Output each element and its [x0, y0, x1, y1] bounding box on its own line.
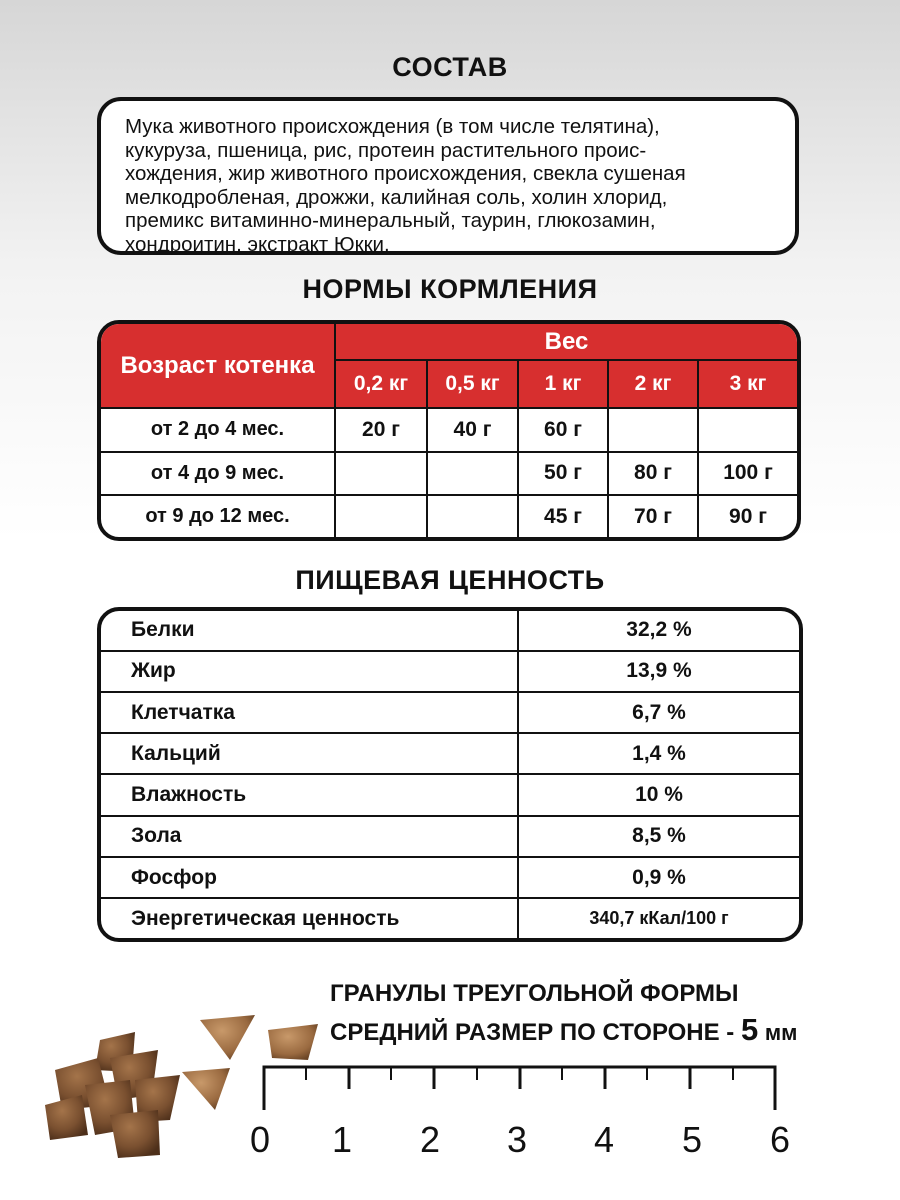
portion-cell: 45 г [518, 495, 608, 537]
nutrient-name: Жир [101, 651, 518, 692]
nutrition-row [101, 692, 799, 733]
nutrition-row [101, 857, 799, 898]
nutrient-name: Кальций [101, 733, 518, 774]
ruler-label: 0 [249, 1119, 271, 1160]
weight-col: 2 кг [608, 360, 698, 408]
nutrient-name: Клетчатка [101, 692, 518, 733]
portion-cell [427, 495, 518, 537]
weight-col: 0,5 кг [427, 360, 518, 408]
nutrition-row [101, 611, 799, 651]
portion-cell [335, 495, 427, 537]
age-header: Возраст котенка [101, 324, 335, 408]
nutrient-value: 0,9 % [518, 857, 799, 898]
feeding-row [101, 495, 797, 537]
age-cell: от 9 до 12 мес. [101, 495, 335, 537]
nutrition-row [101, 816, 799, 857]
nutrient-name: Энергетическая ценность [101, 898, 518, 938]
portion-cell: 80 г [608, 452, 698, 496]
ruler-label: 4 [593, 1119, 615, 1160]
portion-cell [608, 408, 698, 452]
composition-heading: СОСТАВ [392, 52, 508, 82]
nutrient-value: 340,7 кКал/100 г [518, 898, 799, 938]
feeding-heading: НОРМЫ КОРМЛЕНИЯ [302, 274, 598, 304]
portion-cell: 50 г [518, 452, 608, 496]
nutrient-name: Зола [101, 816, 518, 857]
portion-cell [698, 408, 797, 452]
nutrient-name: Белки [101, 611, 518, 651]
nutrient-name: Влажность [101, 774, 518, 815]
ruler-label: 3 [506, 1119, 528, 1160]
nutrition-table [97, 607, 803, 942]
ruler-label: 1 [331, 1119, 353, 1160]
nutrient-value: 6,7 % [518, 692, 799, 733]
nutrition-row [101, 774, 799, 815]
portion-cell [335, 452, 427, 496]
portion-cell: 70 г [608, 495, 698, 537]
nutrient-value: 32,2 % [518, 611, 799, 651]
nutrition-row [101, 733, 799, 774]
portion-cell: 90 г [698, 495, 797, 537]
weight-col: 3 кг [698, 360, 797, 408]
nutrient-value: 8,5 % [518, 816, 799, 857]
portion-cell [427, 452, 518, 496]
granules-title: ГРАНУЛЫ ТРЕУГОЛЬНОЙ ФОРМЫ [330, 980, 739, 1007]
portion-cell: 60 г [518, 408, 608, 452]
nutrition-row [101, 651, 799, 692]
ruler-label: 2 [419, 1119, 441, 1160]
feeding-row [101, 408, 797, 452]
ruler [230, 1055, 810, 1165]
feeding-row [101, 452, 797, 496]
nutrient-value: 10 % [518, 774, 799, 815]
age-cell: от 2 до 4 мес. [101, 408, 335, 452]
weight-col: 1 кг [518, 360, 608, 408]
granules-subtitle: СРЕДНИЙ РАЗМЕР ПО СТОРОНЕ - 5 мм [330, 1012, 798, 1047]
composition-box [97, 97, 799, 255]
nutrient-value: 1,4 % [518, 733, 799, 774]
granule-size-value: 5 [740, 1012, 759, 1047]
portion-cell: 40 г [427, 408, 518, 452]
portion-cell: 20 г [335, 408, 427, 452]
nutrient-name: Фосфор [101, 857, 518, 898]
portion-cell: 100 г [698, 452, 797, 496]
ruler-label: 5 [681, 1119, 703, 1160]
composition-text: Мука животного происхождения (в том числе телятина), кукуруза, пшеница, рис, протеин растительного проис- хождения, жир животного происхождения, свекла сушеная мелкодробленая, дрожжи, калийная соль, холин хлорид, премикс витаминно-минеральный, таурин, глюкозамин, хондроитин, экстракт Юкки. [125, 115, 686, 256]
age-cell: от 4 до 9 мес. [101, 452, 335, 496]
nutrient-value: 13,9 % [518, 651, 799, 692]
weight-header: Вес [335, 324, 797, 360]
feeding-table [97, 320, 801, 541]
granule-size-unit: мм [764, 1020, 798, 1045]
nutrition-heading: ПИЩЕВАЯ ЦЕННОСТЬ [295, 565, 605, 595]
nutrition-row [101, 898, 799, 938]
weight-col: 0,2 кг [335, 360, 427, 408]
ruler-label: 6 [769, 1119, 791, 1160]
